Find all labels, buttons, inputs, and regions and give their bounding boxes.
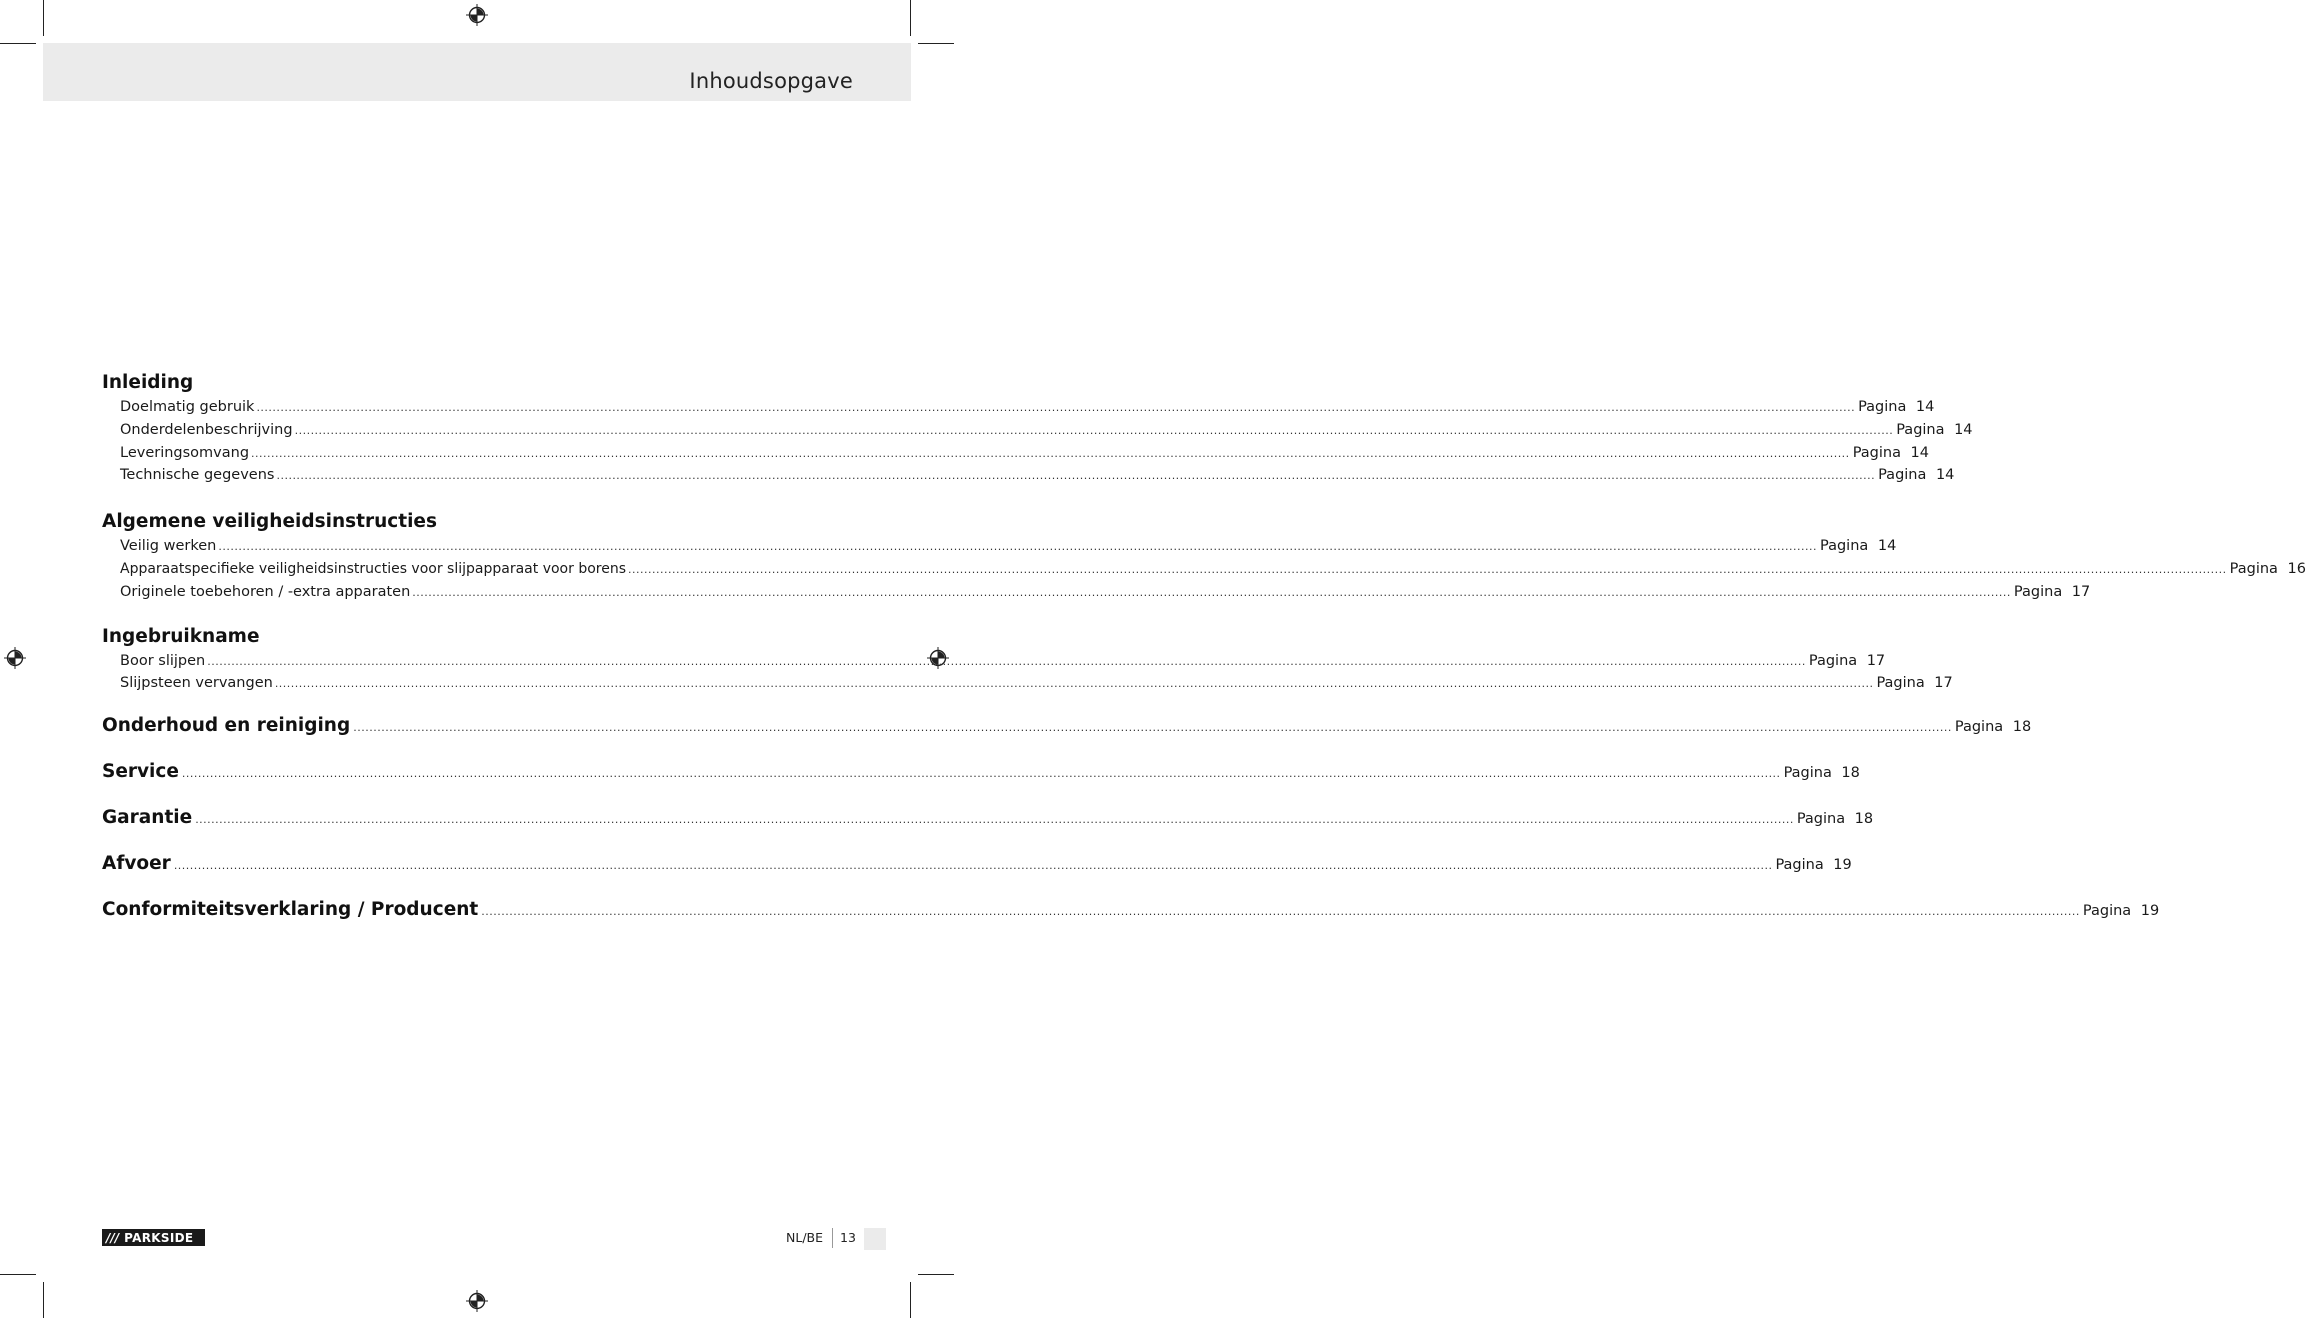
- leader-dots: ................................................................................................................................................................................................................................................................................................................................................................................................................: [256, 401, 1856, 414]
- toc-entry[interactable]: [102, 581, 2091, 604]
- toc-section-single[interactable]: [102, 851, 1852, 897]
- leader-dots: ................................................................................................................................................................................................................................................................................................................................................................................................................: [218, 540, 1817, 554]
- crop-mark: [918, 43, 954, 44]
- toc-page-word: Pagina: [1783, 765, 1832, 782]
- crop-mark: [0, 43, 36, 44]
- leader-dots: ................................................................................................................................................................................................................................................................................................................................................................................................................: [353, 721, 1952, 735]
- page-number: 13: [840, 1230, 856, 1245]
- leader-dots: ................................................................................................................................................................................................................................................................................................................................................................................................................: [195, 813, 1794, 827]
- footer-divider: [832, 1228, 833, 1248]
- toc-entry-label: Onderdelenbeschrijving: [120, 421, 293, 438]
- crop-mark: [910, 1282, 911, 1318]
- toc-entry[interactable]: [102, 535, 1897, 558]
- toc-page-number: 17: [2071, 583, 2091, 600]
- crop-mark: [910, 0, 911, 36]
- toc-section-title: Service: [102, 761, 179, 783]
- toc-page-word: Pagina: [1808, 652, 1858, 669]
- toc-section-title: Ingebruikname: [102, 625, 260, 647]
- toc-page-word: Pagina: [2013, 583, 2063, 600]
- leader-dots: ................................................................................................................................................................................................................................................................................................................................................................................................................: [251, 446, 1850, 460]
- registration-mark-icon: [466, 4, 488, 26]
- toc-section-single[interactable]: [102, 713, 2032, 759]
- toc-page-number: 14: [1954, 421, 1973, 438]
- toc-page-number: 16: [2287, 560, 2306, 577]
- toc-page-number: 14: [1915, 399, 1935, 415]
- toc-page-word: Pagina: [1954, 719, 2004, 736]
- toc-page-word: Pagina: [1820, 538, 1869, 555]
- toc-section: [102, 509, 2306, 603]
- registration-mark-icon: [4, 647, 26, 669]
- toc-page-word: Pagina: [1896, 421, 1945, 438]
- toc-page-word: Pagina: [1878, 467, 1927, 484]
- toc-page-word: Pagina: [1858, 399, 1907, 415]
- table-of-contents: [102, 370, 2306, 943]
- toc-entry[interactable]: [102, 464, 1955, 487]
- toc-entry-label: Doelmatig gebruik: [120, 399, 255, 415]
- crop-mark: [43, 1282, 44, 1318]
- toc-page-number: 14: [1935, 467, 1955, 484]
- leader-dots: ................................................................................................................................................................................................................................................................................................................................................................................................................: [294, 423, 1894, 437]
- parkside-logo: [102, 1229, 205, 1246]
- crop-mark: [43, 0, 44, 36]
- toc-page-number: 18: [2012, 719, 2032, 736]
- registration-mark-icon: [466, 1290, 488, 1312]
- toc-section-single[interactable]: [102, 897, 2160, 943]
- toc-section: [102, 624, 1953, 696]
- page-title: Inhoudsopgave: [689, 69, 853, 93]
- toc-section-single[interactable]: [102, 805, 1874, 851]
- toc-entry[interactable]: [102, 419, 1973, 442]
- toc-section-title: Garantie: [102, 807, 193, 829]
- leader-dots: ................................................................................................................................................................................................................................................................................................................................................................................................................: [274, 677, 1874, 691]
- toc-entry[interactable]: [102, 672, 1953, 695]
- toc-page-number: 19: [2140, 903, 2160, 920]
- crop-mark: [918, 1274, 954, 1275]
- header-band: [43, 43, 911, 101]
- toc-page-number: 17: [1866, 652, 1886, 669]
- toc-entry-label: Boor slijpen: [120, 652, 206, 669]
- toc-entry-label: Originele toebehoren / -extra apparaten: [120, 583, 411, 600]
- crop-mark: [0, 1274, 36, 1275]
- toc-section-title: Afvoer: [102, 853, 171, 875]
- logo-slashes: ///: [106, 1230, 120, 1245]
- toc-page-word: Pagina: [2229, 560, 2278, 577]
- toc-page-number: 19: [1833, 857, 1852, 874]
- toc-entry-label: Leveringsomvang: [120, 444, 250, 461]
- leader-dots: ................................................................................................................................................................................................................................................................................................................................................................................................................: [276, 469, 1876, 483]
- footer-tab-box: [864, 1228, 886, 1250]
- toc-page-number: 14: [1877, 538, 1897, 555]
- leader-dots: ................................................................................................................................................................................................................................................................................................................................................................................................................: [173, 859, 1773, 873]
- toc-section: [102, 370, 1973, 487]
- leader-dots: ................................................................................................................................................................................................................................................................................................................................................................................................................: [481, 905, 2080, 919]
- toc-page-number: 14: [1910, 444, 1929, 461]
- toc-page-word: Pagina: [1775, 857, 1824, 874]
- toc-entry[interactable]: [102, 558, 2306, 581]
- toc-section-title: Onderhoud en reiniging: [102, 715, 351, 737]
- toc-section-single[interactable]: [102, 759, 1860, 805]
- toc-page-number: 17: [1934, 675, 1953, 692]
- logo-text: PARKSIDE: [124, 1230, 194, 1245]
- toc-entry[interactable]: [102, 442, 1929, 465]
- toc-page-word: Pagina: [1796, 811, 1846, 828]
- toc-entry[interactable]: [102, 396, 1935, 419]
- toc-section-title: Algemene veiligheidsinstructies: [102, 511, 437, 533]
- toc-entry-label: Veilig werken: [120, 538, 217, 555]
- toc-section-title: Conformiteitsverklaring / Producent: [102, 899, 479, 921]
- toc-page-word: Pagina: [2082, 903, 2132, 920]
- toc-page-word: Pagina: [1876, 675, 1925, 692]
- leader-dots: ................................................................................................................................................................................................................................................................................................................................................................................................................: [181, 767, 1781, 781]
- toc-entry-label: Slijpsteen vervangen: [120, 675, 273, 692]
- toc-page-number: 18: [1854, 811, 1874, 828]
- leader-dots: ................................................................................................................................................................................................................................................................................................................................................................................................................: [412, 585, 2011, 599]
- toc-entry-label: Technische gegevens: [120, 467, 275, 484]
- language-code: NL/BE: [786, 1230, 823, 1245]
- leader-dots: ................................................................................................................................................................................................................................................................................................................................................................................................................: [207, 654, 1806, 668]
- toc-entry-label: Apparaatspecifieke veiligheidsinstructies voor slijpapparaat voor borens: [120, 560, 626, 577]
- toc-page-number: 18: [1841, 765, 1860, 782]
- toc-section-title: Inleiding: [102, 372, 194, 393]
- leader-dots: ................................................................................................................................................................................................................................................................................................................................................................................................................: [628, 562, 2227, 576]
- toc-page-word: Pagina: [1852, 444, 1901, 461]
- toc-entry[interactable]: [102, 650, 1886, 673]
